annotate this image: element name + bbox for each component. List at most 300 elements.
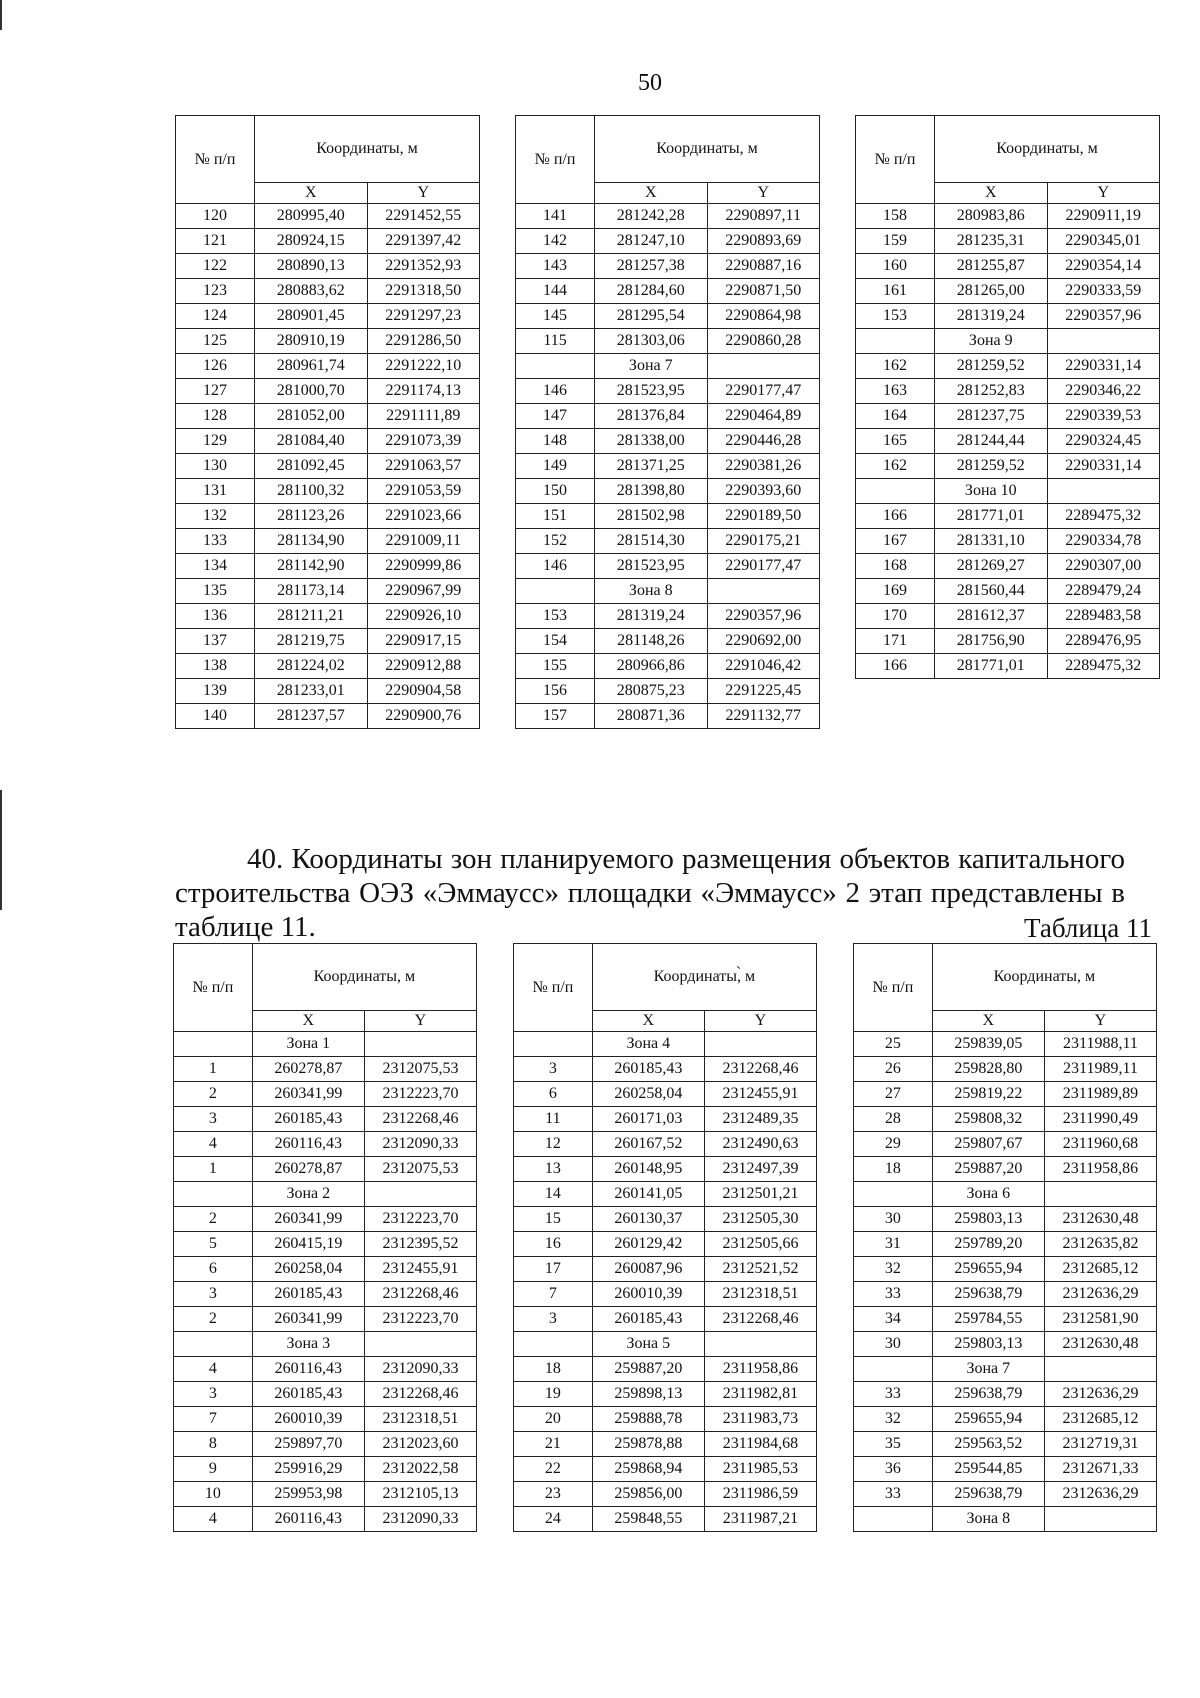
coord-x: 260010,39: [592, 1282, 704, 1307]
point-number: 7: [174, 1407, 253, 1432]
coord-y: 2290917,15: [367, 629, 480, 654]
coord-y: 2289475,32: [1047, 654, 1160, 679]
point-number: 28: [854, 1107, 933, 1132]
point-number: 6: [514, 1082, 593, 1107]
coord-y: 2312630,48: [1044, 1332, 1156, 1357]
point-number: 36: [854, 1457, 933, 1482]
point-number: 34: [854, 1307, 933, 1332]
coord-y: 2290345,01: [1047, 229, 1160, 254]
zone-empty-cell: [174, 1032, 253, 1057]
coord-y: 2312090,33: [364, 1132, 476, 1157]
coord-x: 281371,25: [595, 454, 707, 479]
zone-row: [856, 329, 1160, 354]
coord-x: 259655,94: [932, 1407, 1044, 1432]
header-coordinates: Координаты, м: [252, 944, 476, 1011]
table-row: [174, 1082, 477, 1107]
coord-x: 281247,10: [595, 229, 707, 254]
coord-y: 2290893,69: [707, 229, 820, 254]
coord-x: 281331,10: [935, 529, 1047, 554]
zone-label: Зона 7: [932, 1357, 1044, 1382]
zone-empty-cell: [514, 1332, 593, 1357]
point-number: 152: [516, 529, 595, 554]
table-row: [516, 629, 820, 654]
coord-y: 2311984,68: [704, 1432, 816, 1457]
point-number: 135: [176, 579, 255, 604]
coord-y: 2311983,73: [704, 1407, 816, 1432]
point-number: 159: [856, 229, 935, 254]
table-row: [854, 1232, 1157, 1257]
coord-y: 2311989,89: [1044, 1082, 1156, 1107]
coord-y: 2312581,90: [1044, 1307, 1156, 1332]
coord-x: 260141,05: [592, 1182, 704, 1207]
table-row: [854, 1407, 1157, 1432]
table-row: [174, 1407, 477, 1432]
point-number: 150: [516, 479, 595, 504]
coord-x: 280910,19: [255, 329, 367, 354]
table-row: [176, 204, 480, 229]
table-header-row: [514, 944, 817, 1011]
table-row: [174, 1282, 477, 1307]
coord-x: 281338,00: [595, 429, 707, 454]
coordinates-table-top-1: [175, 115, 480, 729]
point-number: 165: [856, 429, 935, 454]
table-header-row: [176, 116, 480, 183]
point-number: 4: [174, 1132, 253, 1157]
table-row: [516, 704, 820, 729]
zone-empty-cell: [364, 1182, 476, 1207]
zone-row: [514, 1332, 817, 1357]
scan-edge-line: [0, 790, 2, 910]
coord-y: 2290864,98: [707, 304, 820, 329]
table-row: [174, 1257, 477, 1282]
coord-x: 259789,20: [932, 1232, 1044, 1257]
coord-y: 2290871,50: [707, 279, 820, 304]
zone-empty-cell: [856, 329, 935, 354]
table-row: [174, 1357, 477, 1382]
header-coordinates: Координаты, м: [255, 116, 480, 183]
coord-y: 2312268,46: [364, 1107, 476, 1132]
zone-row: [856, 479, 1160, 504]
table-row: [856, 354, 1160, 379]
coord-x: 260185,43: [592, 1307, 704, 1332]
point-number: 24: [514, 1507, 593, 1532]
coord-y: 2312023,60: [364, 1432, 476, 1457]
coord-x: 260341,99: [252, 1307, 364, 1332]
coord-y: 2290331,14: [1047, 354, 1160, 379]
header-y: Y: [707, 183, 820, 204]
coordinates-table-bottom-1: [173, 943, 477, 1532]
table-row: [516, 279, 820, 304]
table-row: [174, 1382, 477, 1407]
table-row: [176, 454, 480, 479]
table-row: [174, 1157, 477, 1182]
point-number: 125: [176, 329, 255, 354]
point-number: 121: [176, 229, 255, 254]
header-number: № п/п: [174, 944, 253, 1032]
table-row: [854, 1307, 1157, 1332]
point-number: 127: [176, 379, 255, 404]
zone-empty-cell: [174, 1332, 253, 1357]
point-number: 166: [856, 504, 935, 529]
coord-y: 2312075,53: [364, 1157, 476, 1182]
zone-empty-cell: [1044, 1357, 1156, 1382]
coord-y: 2312075,53: [364, 1057, 476, 1082]
coord-y: 2290357,96: [1047, 304, 1160, 329]
header-y: Y: [364, 1011, 476, 1032]
coord-x: 281244,44: [935, 429, 1047, 454]
point-number: 158: [856, 204, 935, 229]
table-row: [514, 1432, 817, 1457]
point-number: 2: [174, 1082, 253, 1107]
coord-x: 259888,78: [592, 1407, 704, 1432]
coord-y: 2290189,50: [707, 504, 820, 529]
coord-y: 2311960,68: [1044, 1132, 1156, 1157]
coord-x: 259784,55: [932, 1307, 1044, 1332]
coord-y: 2312268,46: [704, 1057, 816, 1082]
coord-x: 281100,32: [255, 479, 367, 504]
coord-x: 281269,27: [935, 554, 1047, 579]
table-row: [856, 454, 1160, 479]
header-number: № п/п: [516, 116, 595, 204]
point-number: 153: [856, 304, 935, 329]
point-number: 17: [514, 1257, 593, 1282]
point-number: 30: [854, 1207, 933, 1232]
coord-x: 259848,55: [592, 1507, 704, 1532]
coord-x: 260116,43: [252, 1357, 364, 1382]
zone-empty-cell: [854, 1182, 933, 1207]
point-number: 3: [174, 1382, 253, 1407]
point-number: 4: [174, 1357, 253, 1382]
coord-y: 2312685,12: [1044, 1257, 1156, 1282]
header-number: № п/п: [856, 116, 935, 204]
point-number: 141: [516, 204, 595, 229]
coord-y: 2312455,91: [364, 1257, 476, 1282]
coordinates-table-top-2: [515, 115, 820, 729]
table-row: [176, 554, 480, 579]
coord-y: 2290334,78: [1047, 529, 1160, 554]
zone-label: Зона 5: [592, 1332, 704, 1357]
zone-empty-cell: [1047, 329, 1160, 354]
coord-x: 260087,96: [592, 1257, 704, 1282]
coord-x: 281523,95: [595, 379, 707, 404]
table-header-row: [516, 116, 820, 183]
coordinates-table-top-3: [855, 115, 1160, 679]
coord-x: 281257,38: [595, 254, 707, 279]
coord-y: 2290904,58: [367, 679, 480, 704]
coord-x: 281756,90: [935, 629, 1047, 654]
table-row: [516, 329, 820, 354]
point-number: 5: [174, 1232, 253, 1257]
point-number: 157: [516, 704, 595, 729]
coord-y: 2291222,10: [367, 354, 480, 379]
coord-x: 259563,52: [932, 1432, 1044, 1457]
coord-y: 2289475,32: [1047, 504, 1160, 529]
header-number: № п/п: [514, 944, 593, 1032]
table-row: [856, 304, 1160, 329]
coord-y: 2312268,46: [704, 1307, 816, 1332]
zone-empty-cell: [174, 1182, 253, 1207]
table-row: [516, 254, 820, 279]
coord-y: 2312223,70: [364, 1207, 476, 1232]
point-number: 166: [856, 654, 935, 679]
table-row: [516, 404, 820, 429]
table-row: [514, 1457, 817, 1482]
coord-y: 2291053,59: [367, 479, 480, 504]
coord-x: 260130,37: [592, 1207, 704, 1232]
coord-x: 281173,14: [255, 579, 367, 604]
table-row: [516, 429, 820, 454]
table-row: [176, 404, 480, 429]
page-number: 50: [638, 70, 662, 96]
point-number: 167: [856, 529, 935, 554]
coord-y: 2311988,11: [1044, 1032, 1156, 1057]
point-number: 32: [854, 1257, 933, 1282]
point-number: 10: [174, 1482, 253, 1507]
zone-label: Зона 4: [592, 1032, 704, 1057]
zone-row: [174, 1032, 477, 1057]
coord-x: 260415,19: [252, 1232, 364, 1257]
point-number: 133: [176, 529, 255, 554]
coord-x: 259638,79: [932, 1382, 1044, 1407]
point-number: 160: [856, 254, 935, 279]
zone-label: Зона 9: [935, 329, 1047, 354]
header-number: № п/п: [176, 116, 255, 204]
table-row: [174, 1507, 477, 1532]
point-number: 162: [856, 354, 935, 379]
table-row: [174, 1307, 477, 1332]
table-row: [856, 379, 1160, 404]
coord-y: 2290331,14: [1047, 454, 1160, 479]
coord-x: 259839,05: [932, 1032, 1044, 1057]
table-row: [856, 629, 1160, 654]
coord-x: 260258,04: [592, 1082, 704, 1107]
zone-empty-cell: [704, 1032, 816, 1057]
point-number: 12: [514, 1132, 593, 1157]
table-row: [854, 1207, 1157, 1232]
coord-y: 2290339,53: [1047, 404, 1160, 429]
coord-x: 260341,99: [252, 1082, 364, 1107]
table-row: [854, 1082, 1157, 1107]
coord-y: 2312223,70: [364, 1082, 476, 1107]
coord-x: 259808,32: [932, 1107, 1044, 1132]
table-row: [176, 229, 480, 254]
coord-y: 2290307,00: [1047, 554, 1160, 579]
zone-empty-cell: [516, 354, 595, 379]
point-number: 154: [516, 629, 595, 654]
coord-y: 2291132,77: [707, 704, 820, 729]
coord-y: 2290464,89: [707, 404, 820, 429]
point-number: 2: [174, 1307, 253, 1332]
coord-y: 2291023,66: [367, 504, 480, 529]
coord-x: 281123,26: [255, 504, 367, 529]
point-number: 20: [514, 1407, 593, 1432]
table-row: [516, 479, 820, 504]
coord-x: 280875,23: [595, 679, 707, 704]
table-row: [176, 379, 480, 404]
table-row: [856, 229, 1160, 254]
coord-x: 260148,95: [592, 1157, 704, 1182]
coord-x: 280983,86: [935, 204, 1047, 229]
point-number: 16: [514, 1232, 593, 1257]
coord-x: 260171,03: [592, 1107, 704, 1132]
table-row: [514, 1232, 817, 1257]
coord-x: 259655,94: [932, 1257, 1044, 1282]
coord-y: 2291009,11: [367, 529, 480, 554]
point-number: 147: [516, 404, 595, 429]
coord-x: 281284,60: [595, 279, 707, 304]
point-number: 149: [516, 454, 595, 479]
table-row: [514, 1257, 817, 1282]
table-row: [854, 1132, 1157, 1157]
coord-x: 260278,87: [252, 1157, 364, 1182]
table-row: [176, 304, 480, 329]
coord-x: 259897,70: [252, 1432, 364, 1457]
coord-y: 2312685,12: [1044, 1407, 1156, 1432]
coord-y: 2290381,26: [707, 454, 820, 479]
header-number: № п/п: [854, 944, 933, 1032]
table-row: [176, 429, 480, 454]
coord-y: 2291046,42: [707, 654, 820, 679]
table-row: [174, 1132, 477, 1157]
coord-y: 2290446,28: [707, 429, 820, 454]
header-x: X: [255, 183, 367, 204]
zone-row: [174, 1182, 477, 1207]
zone-empty-cell: [1044, 1182, 1156, 1207]
coord-x: 259868,94: [592, 1457, 704, 1482]
coord-y: 2312395,52: [364, 1232, 476, 1257]
coordinates-table-bottom-2: [513, 943, 817, 1532]
point-number: 27: [854, 1082, 933, 1107]
coord-y: 2312268,46: [364, 1282, 476, 1307]
zone-empty-cell: [364, 1032, 476, 1057]
coord-y: 2291174,13: [367, 379, 480, 404]
table-row: [176, 279, 480, 304]
point-number: 122: [176, 254, 255, 279]
coord-x: 281771,01: [935, 504, 1047, 529]
coord-y: 2312636,29: [1044, 1282, 1156, 1307]
coord-y: 2312090,33: [364, 1357, 476, 1382]
coord-x: 281000,70: [255, 379, 367, 404]
coord-x: 260278,87: [252, 1057, 364, 1082]
table-row: [514, 1182, 817, 1207]
zone-label: Зона 1: [252, 1032, 364, 1057]
coord-x: 260185,43: [252, 1382, 364, 1407]
coord-y: 2290324,45: [1047, 429, 1160, 454]
coord-x: 281084,40: [255, 429, 367, 454]
coord-x: 281560,44: [935, 579, 1047, 604]
coord-x: 260167,52: [592, 1132, 704, 1157]
table-row: [854, 1107, 1157, 1132]
table-row: [516, 679, 820, 704]
table-row: [516, 229, 820, 254]
section-paragraph: 40. Координаты зон планируемого размещения объектов капитального строительства ОЭЗ «Эммаусс» площадки «Эммаусс» 2 этап представлены в таблице 11.: [175, 843, 1125, 943]
point-number: 35: [854, 1432, 933, 1457]
table-row: [854, 1432, 1157, 1457]
point-number: 134: [176, 554, 255, 579]
point-number: 144: [516, 279, 595, 304]
point-number: 161: [856, 279, 935, 304]
zone-empty-cell: [1047, 479, 1160, 504]
point-number: 33: [854, 1482, 933, 1507]
coord-x: 260258,04: [252, 1257, 364, 1282]
table-row: [854, 1457, 1157, 1482]
coord-x: 281211,21: [255, 604, 367, 629]
table-row: [514, 1407, 817, 1432]
point-number: 26: [854, 1057, 933, 1082]
zone-label: Зона 3: [252, 1332, 364, 1357]
header-x: X: [595, 183, 707, 204]
coord-y: 2290887,16: [707, 254, 820, 279]
coord-x: 281142,90: [255, 554, 367, 579]
coord-y: 2311986,59: [704, 1482, 816, 1507]
coord-y: 2290333,59: [1047, 279, 1160, 304]
point-number: 15: [514, 1207, 593, 1232]
coord-x: 281052,00: [255, 404, 367, 429]
coord-x: 281771,01: [935, 654, 1047, 679]
coord-x: 281259,52: [935, 454, 1047, 479]
zone-empty-cell: [707, 579, 820, 604]
coord-y: 2312490,63: [704, 1132, 816, 1157]
coord-x: 281255,87: [935, 254, 1047, 279]
coord-x: 260185,43: [252, 1282, 364, 1307]
coord-x: 281242,28: [595, 204, 707, 229]
table-row: [854, 1257, 1157, 1282]
coord-x: 281237,75: [935, 404, 1047, 429]
table-row: [516, 504, 820, 529]
zone-row: [174, 1332, 477, 1357]
point-number: 148: [516, 429, 595, 454]
coord-y: 2291225,45: [707, 679, 820, 704]
table-row: [176, 579, 480, 604]
coord-y: 2311990,49: [1044, 1107, 1156, 1132]
point-number: 3: [174, 1282, 253, 1307]
zone-row: [516, 579, 820, 604]
header-x: X: [935, 183, 1047, 204]
coord-y: 2312090,33: [364, 1507, 476, 1532]
header-y: Y: [1047, 183, 1160, 204]
coord-y: 2289483,58: [1047, 604, 1160, 629]
zone-row: [516, 354, 820, 379]
coord-y: 2312636,29: [1044, 1382, 1156, 1407]
zone-empty-cell: [1044, 1507, 1156, 1532]
zone-row: [854, 1357, 1157, 1382]
coord-x: 281219,75: [255, 629, 367, 654]
coord-x: 281319,24: [935, 304, 1047, 329]
table-row: [856, 204, 1160, 229]
point-number: 142: [516, 229, 595, 254]
point-number: 115: [516, 329, 595, 354]
table-header-row: [174, 944, 477, 1011]
table-row: [174, 1482, 477, 1507]
table-row: [514, 1282, 817, 1307]
coord-x: 260129,42: [592, 1232, 704, 1257]
point-number: 128: [176, 404, 255, 429]
coord-x: 260116,43: [252, 1507, 364, 1532]
table-row: [514, 1357, 817, 1382]
table-row: [854, 1482, 1157, 1507]
coord-x: 281523,95: [595, 554, 707, 579]
table-header-row: [856, 116, 1160, 183]
coord-x: 259898,13: [592, 1382, 704, 1407]
coord-y: 2290900,76: [367, 704, 480, 729]
table-row: [514, 1482, 817, 1507]
table-row: [176, 354, 480, 379]
coord-y: 2291452,55: [367, 204, 480, 229]
table-row: [854, 1057, 1157, 1082]
zone-row: [854, 1182, 1157, 1207]
coord-x: 281514,30: [595, 529, 707, 554]
point-number: 1: [174, 1057, 253, 1082]
